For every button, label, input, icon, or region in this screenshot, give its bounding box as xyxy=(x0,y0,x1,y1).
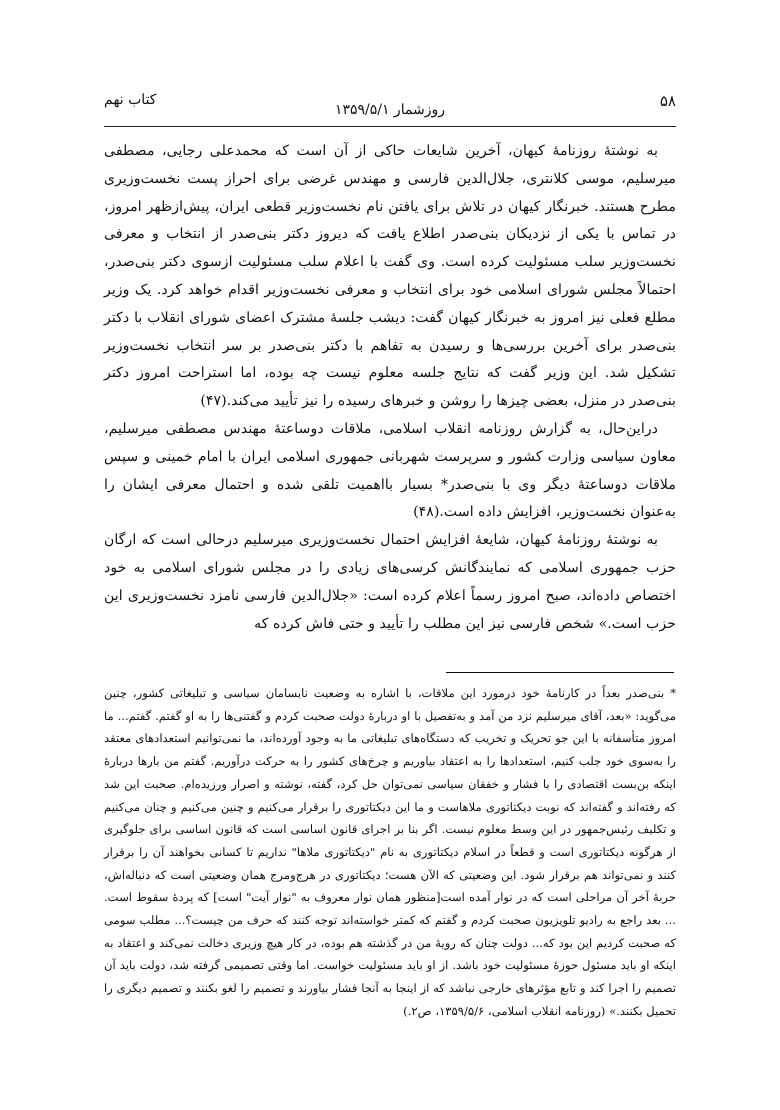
footnote-rule xyxy=(446,672,674,673)
paragraph: به نوشتهٔ روزنامهٔ کیهان، آخرین شایعات حاکی از آن است که محمدعلی رجایی، مصطفی میرسلیم، موسی کلانتری، جلال‌الدین فارسی و مهندس غرضی برای احراز پست نخست‌وزیری مطرح هستند. خبرنگار کیهان در تلاش برای یافتن نام نخست‌وزیر قطعی ایران، پیش‌ازظهر امروز، در تماس با یکی از نزدیکان بنی‌صدر اطلاع یافت که دیروز دکتر بنی‌صدر از انتخاب و معرفی نخست‌وزیر سلب مسئولیت کرده است. وی گفت با اعلام سلب مسئولیت ازسوی دکتر بنی‌صدر، احتمالاً مجلس شورای اسلامی خود برای انتخاب و معرفی نخست‌وزیر اقدام خواهد کرد. یک وزیر مطلع فعلی نیز امروز به خبرنگار کیهان گفت: دیشب جلسهٔ مشترک اعضای شورای انقلاب با دکتر بنی‌صدر برای آخرین بررسی‌ها و رسیدن به تفاهم با دکتر بنی‌صدر بر سر انتخاب نخست‌وزیر تشکیل شد. این وزیر گفت که نتایج جلسه معلوم نیست چه بوده، اما استراحت امروز دکتر بنی‌صدر در منزل، بعضی چیزها را روشن و خبرهای رسیده را نیز تأیید می‌کند.(۴۷) xyxy=(104,143,676,410)
book-title: کتاب نهم xyxy=(104,92,157,108)
page-header xyxy=(104,92,676,122)
paragraph: دراین‌حال، به گزارش روزنامه انقلاب اسلامی، ملاقات دوساعتهٔ مهندس مصطفی میرسلیم، معاون سیاسی وزارت کشور و سرپرست شهربانی جمهوری اسلامی ایران با امام خمینی و سپس ملاقات دوساعتهٔ دیگر وی با بنی‌صدر* بسیار بااهمیت تلقی شده و احتمال معرفی ایشان را به‌عنوان نخست‌وزیر، افزایش داده است.(۴۸) xyxy=(104,420,676,521)
paragraph: به نوشتهٔ روزنامهٔ کیهان، شایعهٔ افزایش احتمال نخست‌وزیری میرسلیم درحالی است که ارگان حزب جمهوری اسلامی که نمایندگانش کرسی‌های زیادی را در مجلس شورای اسلامی به خود اختصاص داده‌اند، صبح امروز رسماً اعلام کرده است: «جلال‌الدین فارسی نامزد نخست‌وزیری این حزب است.» شخص فارسی نیز این مطلب را تأیید و حتی فاش کرده که xyxy=(104,532,676,632)
footnote: * بنی‌صدر بعداً در کارنامهٔ خود درمورد این ملاقات، با اشاره به وضعیت نابسامان سیاسی و تبلیغاتی کشور، چنین می‌گوید: «بعد، آقای میرسلیم نزد من آمد و به‌تفصیل با او دربارهٔ دولت صحبت کردم و گفتنی‌ها را به او گفتم. گفتم... ما امروز متأسفانه با این جو تحریک و تخریب که دستگاه‌های تبلیغاتی ما به وجود آورده‌اند، ما نمی‌توانیم استعدادهای معتقد را به‌سوی خود جلب کنیم، استعدادها را به اعتقاد بیاوریم و چرخ‌های کشور را به حرکت درآوریم. گفتم من بارها دربارهٔ اینکه بن‌بست اقتصادی را با فشار و خفقان سیاسی نمی‌توان حل کرد، گفته، نوشته و اصرار ورزیده‌ام. صحبت این شد که رفته‌اند و گفته‌اند که نوبت دیکتاتوری ملاهاست و ما این دیکتاتوری را برقرار می‌کنیم و چنین می‌کنیم و چنان می‌کنیم و تکلیف رئیس‌جمهور در این وسط معلوم نیست. اگر بنا بر اجرای قانون اساسی است که قانون اساسی برای جلوگیری از هرگونه دیکتاتوری است و قطعاً در اسلام دیکتاتوری به نام "دیکتاتوری ملاها" نداریم تا کسانی بخواهند آن را برقرار کنند و نمی‌تواند هم برقرار شود. این وضعیتی که الآن هست؛ دیکتاتوری در هرج‌ومرج همان وضعیتی است که دنباله‌اش، حربهٔ آخر آن مراحلی است که در نوار آمده است[منظور همان نوار معروف به "نوار آیت" است] که پردهٔ سقوط است. ... بعد راجع به رادیو تلویزیون صحبت کردم و گفتم که کمتر خواسته‌اند توجه کنند که حرف من چیست؟... مطلب سومی که صحبت کردیم این بود که... دولت چنان که رویهٔ من در گذشته هم بوده، در کار هیچ وزیری دخالت نمی‌کند و اعتقاد به اینکه او باید مسئول حوزهٔ مسئولیت خود باشد. از او باید مسئولیت خواست. اما وقتی تصمیمی گرفته شد، دولت باید آن تصمیم را اجرا کند و تابع مؤثرهای خارجی نباشد که از اینجا به آنجا فشار بیاورند و تصمیم را لغو بکنند و تصمیم دیگری را تحمیل بکنند.» (روزنامه انقلاب اسلامی، ۱۳۵۹/۵/۶، ص۲.) xyxy=(104,686,676,1018)
running-head: روزشمار ۱۳۵۹/۵/۱ xyxy=(334,102,446,118)
main-text xyxy=(104,138,676,638)
header-rule xyxy=(104,126,676,127)
page-number: ۵۸ xyxy=(659,92,676,110)
